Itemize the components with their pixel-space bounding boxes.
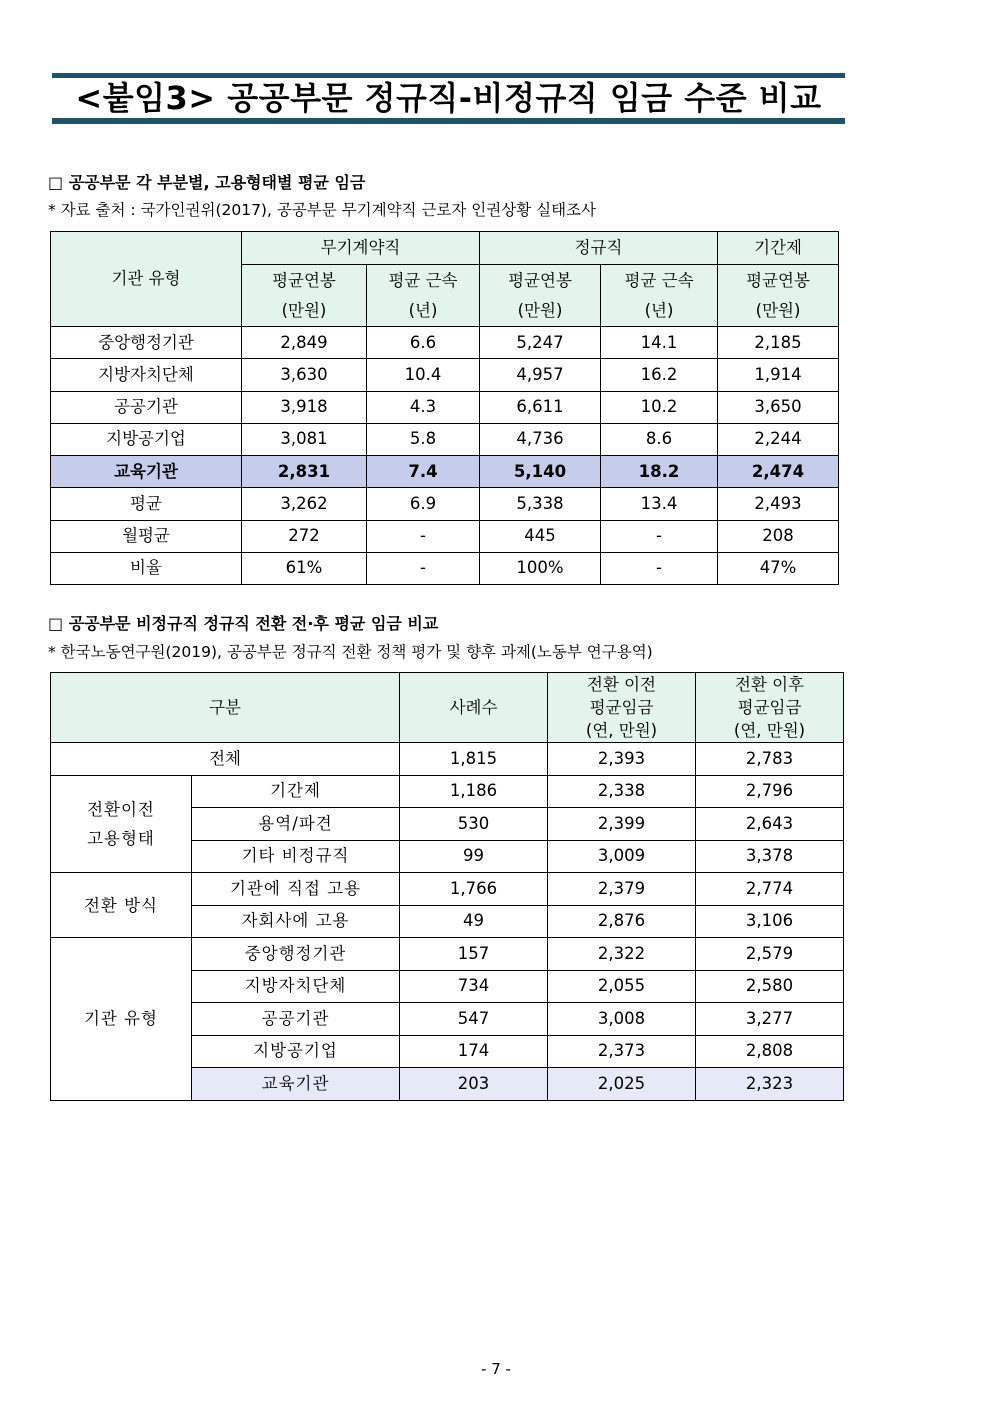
table-row [51,391,839,423]
table-cell: - [601,520,718,552]
total-row [51,743,844,776]
column-header-name: 평균 근속 [624,270,694,290]
before-wage-header [548,673,696,743]
table-cell: 2,373 [548,1035,696,1068]
table-cell: 3,009 [548,840,696,873]
category-header: 구분 [51,673,400,743]
header-line: 전환 이전 [587,675,657,694]
table-cell: 6.9 [367,488,480,520]
header-line: 평균임금 [737,698,802,717]
table-cell: 16.2 [601,359,718,391]
table-cell: 2,025 [548,1068,696,1101]
section1-source-note: * 자료 출처 : 국가인권위(2017), 공공부문 무기계약직 근로자 인권상황 실태조사 [48,201,597,219]
table-cell: 5,140 [480,456,601,488]
table-cell: 3,106 [696,905,844,938]
row-label: 지방자치단체 [51,359,242,391]
conversion-wage-table [50,672,844,1101]
table-row [51,938,844,971]
row-label: 지방공기업 [192,1035,400,1068]
table-cell: 2,474 [718,456,839,488]
column-header [367,265,480,327]
table-cell: 13.4 [601,488,718,520]
header-line: 전환 이후 [735,675,805,694]
table-cell: 8.6 [601,423,718,455]
column-header-unit: (년) [408,300,438,320]
column-header [718,265,839,327]
row-label: 지방공기업 [51,423,242,455]
table-cell: 4,957 [480,359,601,391]
table-cell: - [601,552,718,584]
table-cell: 6.6 [367,327,480,359]
after-wage-header [696,673,844,743]
table-cell: 1,766 [400,873,548,906]
column-header [601,265,718,327]
page-title: <붙임3> 공공부문 정규직-비정규직 임금 수준 비교 [52,73,845,124]
count-header: 사례수 [400,673,548,743]
table-row [51,775,844,808]
column-header-name: 평균연봉 [508,270,572,290]
header-line: (연, 만원) [585,721,658,740]
table-row [51,488,839,520]
table-cell: 3,081 [242,423,367,455]
row-label: 교육기관 [192,1068,400,1101]
highlighted-table-row [51,456,839,488]
table-cell: 18.2 [601,456,718,488]
table-row [51,552,839,584]
corner-header: 기관 유형 [51,232,242,327]
group-header: 정규직 [480,232,718,265]
table-cell: 2,783 [696,743,844,776]
group-label [51,873,192,938]
table-cell: 47% [718,552,839,584]
table-cell: 4,736 [480,423,601,455]
table-cell: 272 [242,520,367,552]
group-label [51,775,192,873]
table-cell: 2,643 [696,808,844,841]
table-cell: 5,338 [480,488,601,520]
table-cell: 2,796 [696,775,844,808]
group-header: 무기계약직 [242,232,480,265]
table-cell: 2,393 [548,743,696,776]
table-cell: 2,055 [548,970,696,1003]
row-label: 교육기관 [51,456,242,488]
table-cell: 100% [480,552,601,584]
table-cell: 2,323 [696,1068,844,1101]
table-cell: 5.8 [367,423,480,455]
table-cell: 734 [400,970,548,1003]
row-label: 기간제 [192,775,400,808]
row-label: 공공기관 [192,1003,400,1036]
table-cell: 10.4 [367,359,480,391]
table-cell: 2,399 [548,808,696,841]
table-cell: 10.2 [601,391,718,423]
table-cell: 2,849 [242,327,367,359]
group-label-line: 고용형태 [87,828,155,848]
group-label-line: 기관 유형 [83,1009,158,1029]
table-row [51,873,844,906]
column-header-name: 평균연봉 [746,270,810,290]
table-cell: 2,493 [718,488,839,520]
row-label: 자회사에 고용 [192,905,400,938]
group-header: 기간제 [718,232,839,265]
table-row [51,423,839,455]
row-label: 월평균 [51,520,242,552]
table-cell: 2,808 [696,1035,844,1068]
table-cell: 2,876 [548,905,696,938]
table-cell: 2,338 [548,775,696,808]
section1-heading: □ 공공부문 각 부분별, 고용형태별 평균 임금 [48,173,366,192]
column-header [242,265,367,327]
table-cell: 14.1 [601,327,718,359]
table-cell: 4.3 [367,391,480,423]
table-cell: 3,630 [242,359,367,391]
row-label: 중앙행정기관 [51,327,242,359]
table-cell: - [367,552,480,584]
table-cell: 5,247 [480,327,601,359]
column-header-name: 평균연봉 [272,270,336,290]
table-cell: 174 [400,1035,548,1068]
table-cell: 2,322 [548,938,696,971]
table-cell: 3,277 [696,1003,844,1036]
row-label: 중앙행정기관 [192,938,400,971]
table-cell: 208 [718,520,839,552]
table-cell: 2,379 [548,873,696,906]
table-row [51,520,839,552]
section2-source-note: * 한국노동연구원(2019), 공공부문 정규직 전환 정책 평가 및 향후 과제(노동부 연구용역) [48,643,653,661]
row-label: 기관에 직접 고용 [192,873,400,906]
column-header-unit: (만원) [755,300,801,320]
row-label: 전체 [51,743,400,776]
column-header [480,265,601,327]
table-cell: 3,650 [718,391,839,423]
table-cell: 99 [400,840,548,873]
table-cell: 2,185 [718,327,839,359]
group-label [51,938,192,1101]
table-cell: 49 [400,905,548,938]
table-cell: 1,914 [718,359,839,391]
table-cell: 7.4 [367,456,480,488]
table-cell: 2,774 [696,873,844,906]
table-cell: 3,008 [548,1003,696,1036]
group-label-line: 전환이전 [87,799,155,819]
table-cell: 203 [400,1068,548,1101]
table-cell: 3,378 [696,840,844,873]
table-cell: 547 [400,1003,548,1036]
row-label: 평균 [51,488,242,520]
table-cell: 61% [242,552,367,584]
column-header-name: 평균 근속 [388,270,458,290]
header-line: 평균임금 [589,698,654,717]
table-cell: 1,186 [400,775,548,808]
table-cell: 2,579 [696,938,844,971]
row-label: 비율 [51,552,242,584]
column-header-unit: (만원) [281,300,327,320]
column-header-unit: (년) [644,300,674,320]
row-label: 공공기관 [51,391,242,423]
row-label: 용역/파견 [192,808,400,841]
table-cell: 445 [480,520,601,552]
table-row [51,327,839,359]
header-line: (연, 만원) [733,721,806,740]
page-number: - 7 - [481,1360,511,1378]
table-cell: 2,580 [696,970,844,1003]
group-label-line: 전환 방식 [83,895,158,915]
table-cell: 3,262 [242,488,367,520]
table-cell: 1,815 [400,743,548,776]
table-cell: 530 [400,808,548,841]
table-cell: 157 [400,938,548,971]
table-cell: 3,918 [242,391,367,423]
column-header-unit: (만원) [517,300,563,320]
row-label: 기타 비정규직 [192,840,400,873]
table-cell: 2,831 [242,456,367,488]
table-cell: - [367,520,480,552]
table-row [51,359,839,391]
wage-by-sector-table [50,231,839,585]
table-cell: 2,244 [718,423,839,455]
table-cell: 6,611 [480,391,601,423]
row-label: 지방자치단체 [192,970,400,1003]
section2-heading: □ 공공부문 비정규직 정규직 전환 전·후 평균 임금 비교 [48,614,439,633]
